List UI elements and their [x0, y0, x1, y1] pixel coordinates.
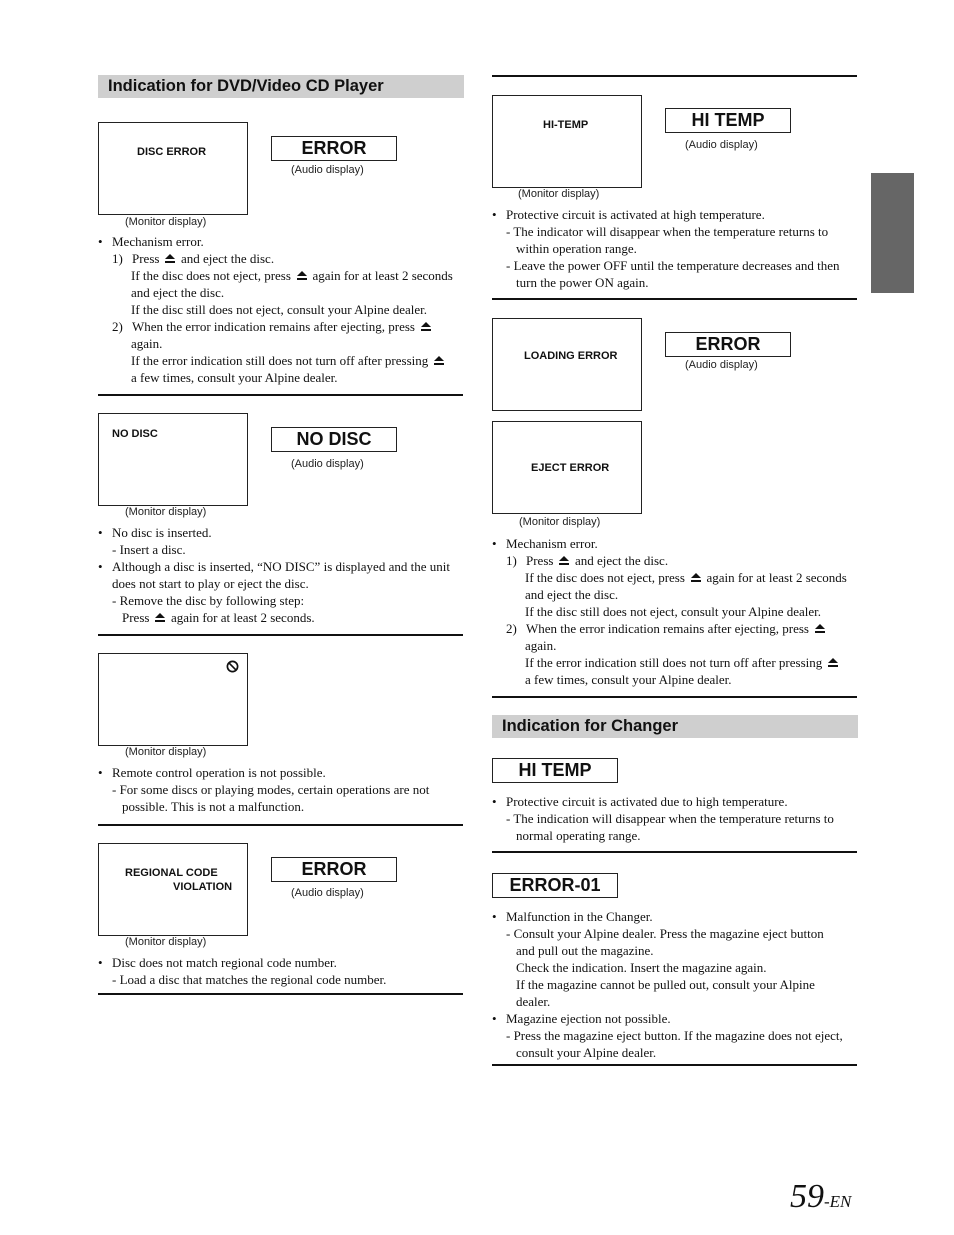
audio-display-hi-temp: HI TEMP [665, 108, 791, 133]
section-side-tab [871, 173, 914, 293]
divider [98, 824, 463, 826]
description-disc-error: • Mechanism error. 1) Press and eject the disc. If the disc does not eject, press again for at least 2 seconds and eject the disc. If the disc still does not eject, consult your Alpine dealer. 2) When the error indication remains after ejecting, press again. If the error indication still does not turn off after pressing a few times, consult your Alpine dealer. [98, 233, 468, 386]
divider [98, 634, 463, 636]
eject-icon [559, 556, 570, 566]
monitor-display-eject-error [492, 421, 642, 514]
monitor-caption: (Monitor display) [125, 506, 207, 518]
eject-icon [828, 658, 839, 668]
eject-icon [155, 613, 166, 623]
section-title-dvd: Indication for DVD/Video CD Player [98, 75, 464, 98]
audio-caption: (Audio display) [291, 164, 364, 176]
description-no-disc: • No disc is inserted. - Insert a disc. • Although a disc is inserted, “NO DISC” is displayed and the unit does not start to play or eject the disc. - Remove the disc by following step: Press again for at least 2 seconds. [98, 525, 450, 625]
monitor-caption: (Monitor display) [125, 936, 207, 948]
description-remote-not-possible: • Remote control operation is not possible. - For some discs or playing modes, certain operations are not possible. This is not a malfunction. [98, 765, 430, 814]
audio-display-error-01: ERROR-01 [492, 873, 618, 898]
monitor-caption: (Monitor display) [125, 746, 207, 758]
audio-display-changer-hi-temp: HI TEMP [492, 758, 618, 783]
section-title-changer: Indication for Changer [492, 715, 858, 738]
audio-caption: (Audio display) [685, 359, 758, 371]
audio-display-no-disc: NO DISC [271, 427, 397, 452]
monitor-display-hi-temp [492, 95, 642, 188]
monitor-text: LOADING ERROR [524, 350, 618, 362]
audio-display-error: ERROR [271, 857, 397, 882]
description-changer-hi-temp: • Protective circuit is activated due to high temperature. - The indication will disappear when the temperature returns to normal operating range. [492, 794, 834, 843]
divider [492, 298, 857, 300]
description-regional-code: • Disc does not match regional code number. - Load a disc that matches the regional code number. [98, 955, 387, 987]
page-number: 59-EN [790, 1178, 852, 1215]
divider-top [492, 75, 857, 77]
monitor-display-no-disc [98, 413, 248, 506]
eject-icon [165, 254, 176, 264]
divider [492, 696, 857, 698]
eject-icon [814, 624, 825, 634]
eject-icon [296, 271, 307, 281]
divider [492, 851, 857, 853]
audio-caption: (Audio display) [291, 887, 364, 899]
bullet-item: • Mechanism error. [98, 234, 204, 249]
divider [98, 394, 463, 396]
monitor-text: NO DISC [112, 428, 158, 440]
eject-icon [690, 573, 701, 583]
audio-display-error: ERROR [665, 332, 791, 357]
eject-icon [434, 356, 445, 366]
monitor-text: HI-TEMP [543, 119, 589, 131]
monitor-caption: (Monitor display) [518, 188, 600, 200]
monitor-display-regional-code [98, 843, 248, 936]
monitor-display-disc-error [98, 122, 248, 215]
monitor-text: EJECT ERROR [531, 462, 610, 474]
description-error-01: • Malfunction in the Changer. - Consult your Alpine dealer. Press the magazine eject button and pull out the magazine. Check the indication. Insert the magazine again. If the magazine cannot be pulled out, consult your Alpine dealer. • Magazine ejection not possible. - Press the magazine eject button. If the magazine does not eject, consult your Alpine dealer. [492, 909, 843, 1060]
monitor-text-line1: REGIONAL CODE [125, 867, 218, 879]
prohibited-icon [226, 660, 239, 673]
description-loading-eject-error: • Mechanism error. 1) Press and eject the disc. If the disc does not eject, press again for at least 2 seconds and eject the disc. If the disc still does not eject, consult your Alpine dealer. 2) When the error indication remains after ejecting, press again. If the error indication still does not turn off after pressing a few times, consult your Alpine dealer. [492, 536, 847, 687]
divider [98, 993, 463, 995]
description-hi-temp: • Protective circuit is activated at high temperature. - The indicator will disappear when the temperature returns to within operation range. - Leave the power OFF until the temperature decreases and then turn the power ON again. [492, 207, 840, 290]
monitor-text: DISC ERROR [137, 146, 207, 158]
audio-caption: (Audio display) [685, 139, 758, 151]
monitor-display-prohibited [98, 653, 248, 746]
monitor-text-line2: VIOLATION [173, 881, 233, 893]
monitor-display-loading-error [492, 318, 642, 411]
audio-display-error: ERROR [271, 136, 397, 161]
divider [492, 1064, 857, 1066]
monitor-caption: (Monitor display) [125, 216, 207, 228]
monitor-caption: (Monitor display) [519, 516, 601, 528]
audio-caption: (Audio display) [291, 458, 364, 470]
eject-icon [420, 322, 431, 332]
